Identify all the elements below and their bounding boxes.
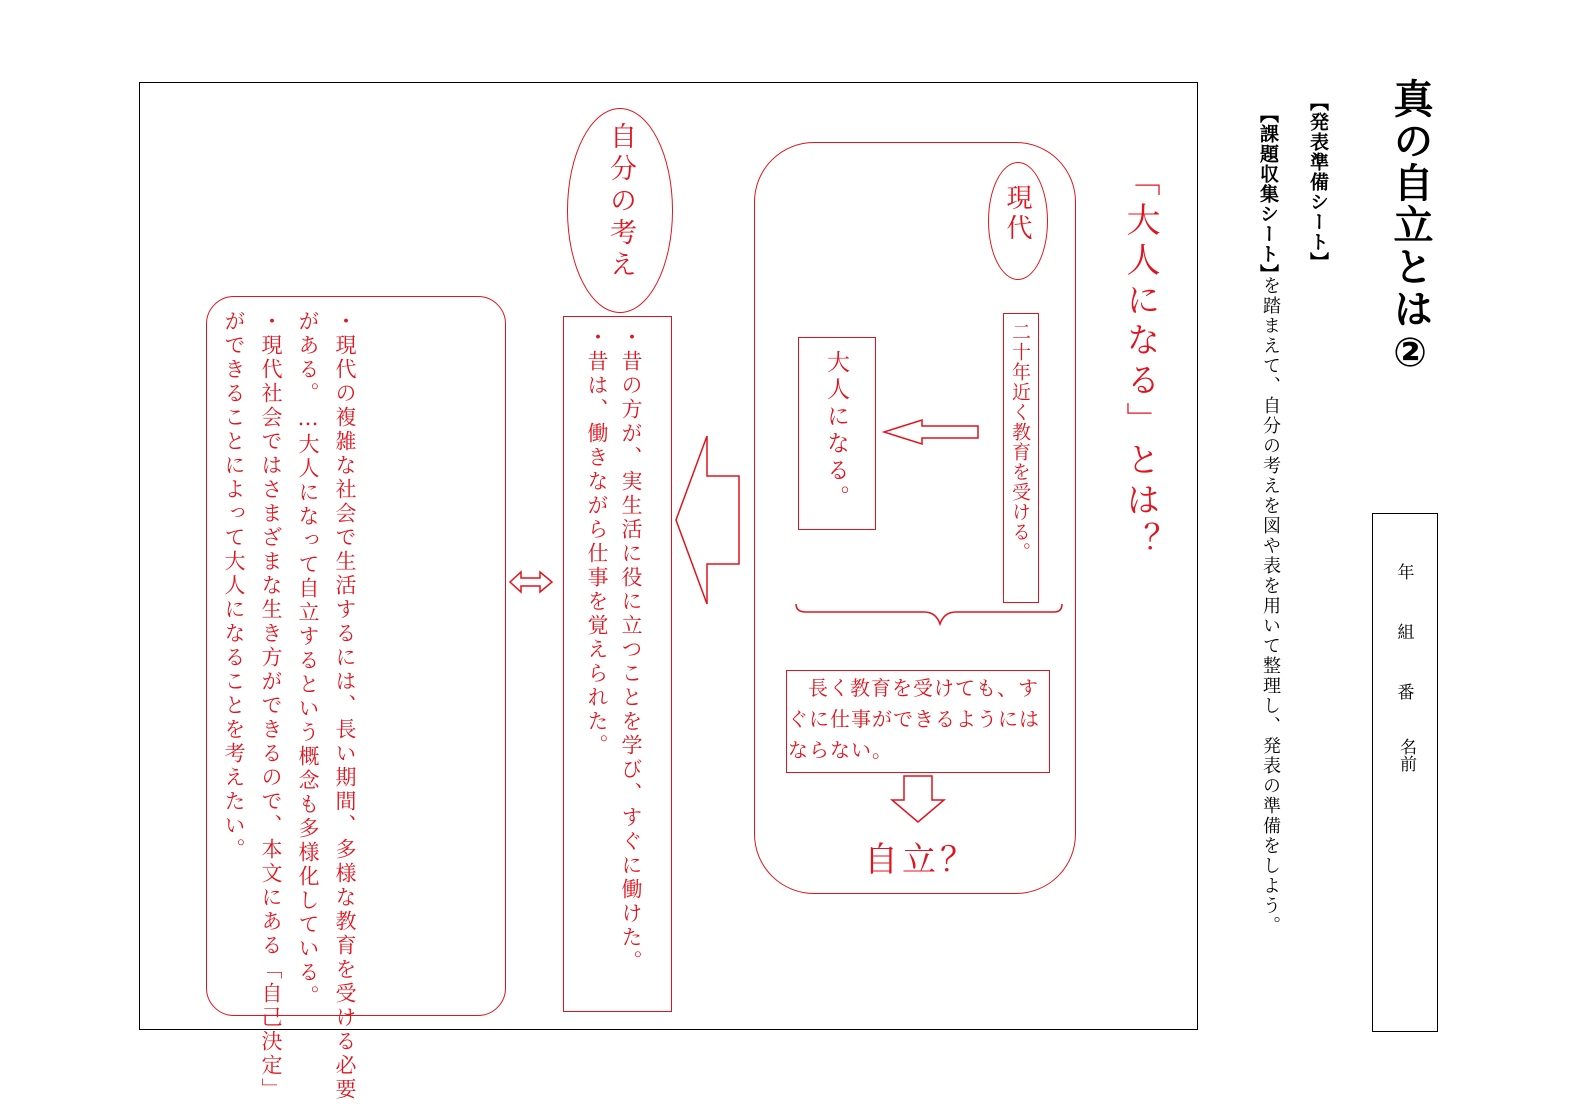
arrow-left-small-icon (884, 420, 978, 444)
sheet-name-collection: 【課題収集シート】 (1257, 104, 1279, 284)
opinion-label: 自分の考え (605, 122, 636, 282)
name-label: 名前 (1396, 738, 1416, 772)
double-arrow-icon (510, 572, 552, 592)
class-label: 組 (1397, 623, 1415, 643)
instruction-text: を踏まえて、自分の考えを図や表を用いて整理し、発表の準備をしよう。 (1260, 276, 1281, 936)
my-opinion-text: ・現代の複雑な社会で生活するには、長い期間、多様な教育を受ける必要がある。…大人になって自立するという概念も多様化している。 ・現代社会ではさまざまな生き方ができるので、本文にある「自己決定」ができることによって大人になることを考えたい。 (222, 310, 357, 1102)
arrow-down-icon (892, 776, 944, 822)
long-education-text: 長く教育を受けても、すぐに仕事ができるようにはならない。 (788, 676, 1040, 762)
page-title: 真の自立とは② (1387, 78, 1433, 378)
brace-icon (796, 604, 1062, 624)
old-times-text: ・昔の方が、実生活に役に立つことを学び、すぐに働けた。 ・昔は、働きながら仕事を覚えられた。 (585, 326, 643, 974)
arrow-left-large-icon (676, 436, 739, 604)
modern-label: 現代 (1002, 184, 1032, 244)
independence-label: 自立？ (864, 840, 978, 880)
year-label: 年 (1397, 563, 1415, 583)
education-text: 二十年近く教育を受ける。 (1009, 322, 1031, 562)
number-label: 番 (1397, 683, 1415, 703)
sheet-name-presentation: 【発表準備シート】 (1307, 92, 1329, 272)
question-heading: 「大人になる」とは？ (1120, 162, 1160, 562)
adult-text: 大人になる。 (823, 350, 849, 512)
